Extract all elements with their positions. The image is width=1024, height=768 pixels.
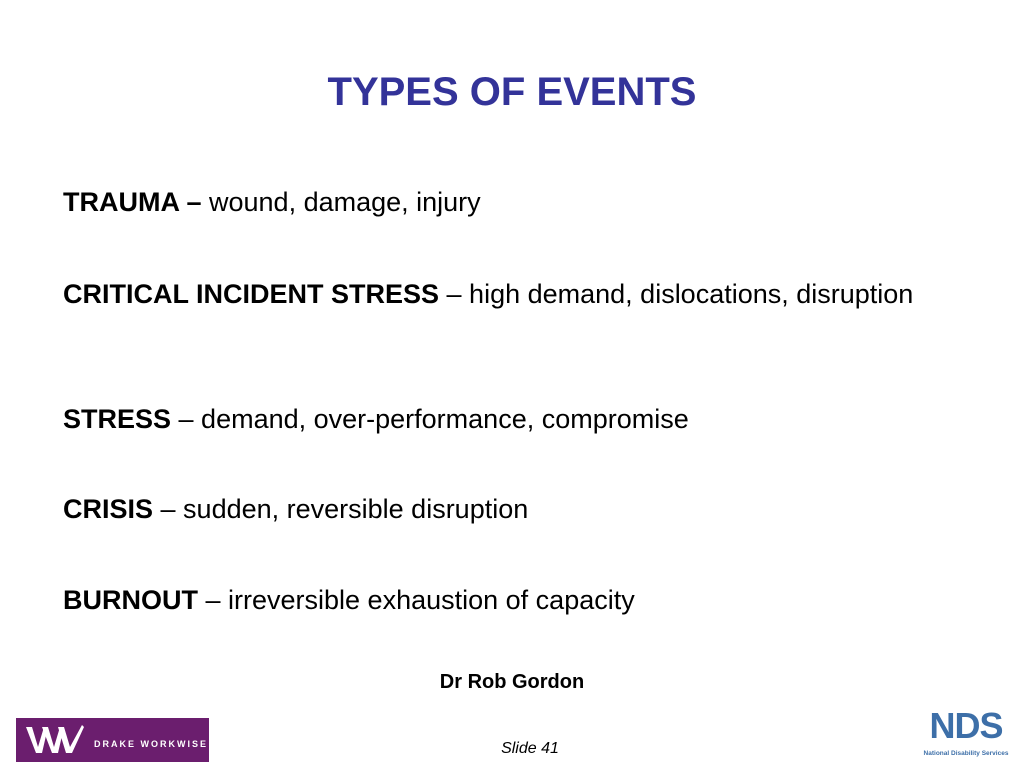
item-definition: wound, damage, injury	[201, 187, 481, 217]
drake-workwise-logo	[16, 718, 209, 762]
item-definition: – irreversible exhaustion of capacity	[198, 585, 635, 615]
item-term: CRISIS	[63, 494, 154, 524]
drake-logo-text: DRAKE WORKWISE	[94, 739, 208, 749]
item-term: BURNOUT	[63, 585, 198, 615]
list-item-trauma	[63, 185, 961, 219]
item-term: STRESS	[63, 404, 172, 434]
list-item-crisis	[63, 492, 961, 526]
list-item-critical-incident-stress	[63, 277, 961, 311]
item-definition: – demand, over-performance, compromise	[171, 404, 689, 434]
slide-title: TYPES OF EVENTS	[327, 70, 697, 114]
nds-logo-subtitle: National Disability Services	[923, 750, 1009, 757]
list-item-stress	[63, 402, 961, 436]
item-definition: – high demand, dislocations, disruption	[439, 279, 914, 309]
nds-logo	[918, 706, 1014, 762]
author-credit: Dr Rob Gordon	[439, 671, 585, 693]
item-term: CRITICAL INCIDENT STRESS	[63, 279, 440, 309]
drake-w-mark-icon	[26, 725, 86, 755]
nds-logo-letters: NDS	[929, 705, 1003, 746]
list-item-burnout	[63, 583, 961, 617]
slide-number: Slide 41	[501, 740, 559, 757]
item-definition: – sudden, reversible disruption	[153, 494, 529, 524]
item-term: TRAUMA –	[63, 187, 202, 217]
